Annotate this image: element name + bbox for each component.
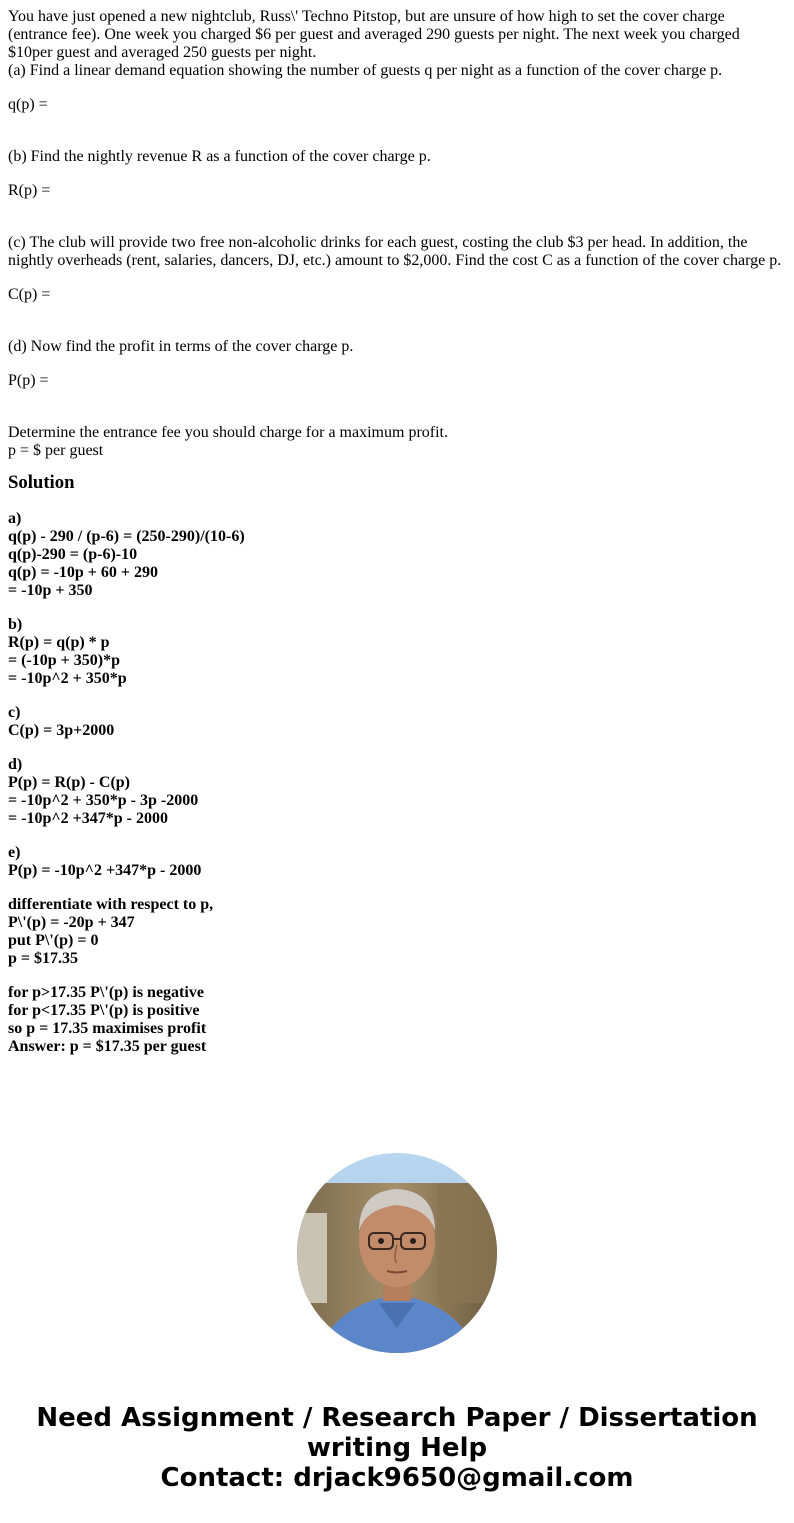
solution-part-d: [8, 756, 786, 828]
solution-line: C(p) = 3p+2000: [8, 722, 115, 739]
document-body: [8, 8, 786, 1056]
solution-line: q(p) - 290 / (p-6) = (250-290)/(10-6): [8, 528, 245, 545]
solution-line: e): [8, 844, 21, 861]
solution-line: = -10p^2 + 350*p - 3p -2000: [8, 792, 199, 809]
solution-part-e: [8, 844, 786, 880]
footer-contact: Contact: drjack9650@gmail.com: [160, 1463, 634, 1493]
question-part-b: (b) Find the nightly revenue R as a function of the cover charge p.: [8, 148, 431, 165]
footer-line-1: Need Assignment / Research Paper / Dissertation: [36, 1403, 758, 1433]
solution-conclusion: [8, 984, 786, 1056]
solution-line: P(p) = R(p) - C(p): [8, 774, 130, 791]
solution-line: P(p) = -10p^2 +347*p - 2000: [8, 862, 202, 879]
solution-line: = (-10p + 350)*p: [8, 652, 121, 669]
solution-line: d): [8, 756, 23, 773]
solution-line: c): [8, 704, 21, 721]
solution-line: q(p) = -10p + 60 + 290: [8, 564, 159, 581]
solution-title: Solution: [8, 472, 75, 493]
solution-line: R(p) = q(p) * p: [8, 634, 110, 651]
answer-p-label: P(p) =: [8, 372, 49, 389]
solution-line: = -10p^2 +347*p - 2000: [8, 810, 168, 827]
footer-promo: [0, 1403, 794, 1493]
answer-r-label: R(p) =: [8, 182, 51, 199]
avatar-portrait: [297, 1153, 497, 1353]
solution-line: put P\'(p) = 0: [8, 932, 99, 949]
solution-line: p = $17.35: [8, 950, 79, 967]
solution-line: = -10p + 350: [8, 582, 93, 599]
answer-c-label: C(p) =: [8, 286, 51, 303]
solution-line: q(p)-290 = (p-6)-10: [8, 546, 138, 563]
question-intro: You have just opened a new nightclub, Russ\' Techno Pitstop, but are unsure of how high to set the cover charge (entrance fee). One week you charged $6 per guest and averaged 290 guests per night. The next week you charged $10per guest and averaged 250 guests per night.: [8, 8, 740, 61]
question-part-d: (d) Now find the profit in terms of the cover charge p.: [8, 338, 354, 355]
solution-line: P\'(p) = -20p + 347: [8, 914, 135, 931]
question-part-c: (c) The club will provide two free non-alcoholic drinks for each guest, costing the club $3 per head. In addition, the nightly overheads (rent, salaries, dancers, DJ, etc.) amount to $2,000. Find the cost C as a function of the cover charge p.: [8, 234, 782, 269]
solution-part-b: [8, 616, 786, 688]
solution-line: so p = 17.35 maximises profit: [8, 1020, 207, 1037]
solution-part-c: [8, 704, 786, 740]
question-part-e: Determine the entrance fee you should charge for a maximum profit.: [8, 424, 448, 441]
solution-line: for p>17.35 P\'(p) is negative: [8, 984, 204, 1001]
solution-line: for p<17.35 P\'(p) is positive: [8, 1002, 200, 1019]
solution-line: = -10p^2 + 350*p: [8, 670, 127, 687]
solution-line: b): [8, 616, 23, 633]
avatar: [297, 1153, 497, 1353]
solution-part-a: [8, 510, 786, 600]
footer-line-2: writing Help: [306, 1433, 488, 1463]
question-part-a: (a) Find a linear demand equation showing the number of guests q per night as a function of the cover charge p.: [8, 62, 723, 79]
answer-fee-label: p = $ per guest: [8, 442, 104, 459]
solution-line: a): [8, 510, 22, 527]
solution-line: Answer: p = $17.35 per guest: [8, 1038, 207, 1055]
solution-line: differentiate with respect to p,: [8, 896, 214, 913]
solution-differentiation: [8, 896, 786, 968]
answer-q-label: q(p) =: [8, 96, 48, 113]
